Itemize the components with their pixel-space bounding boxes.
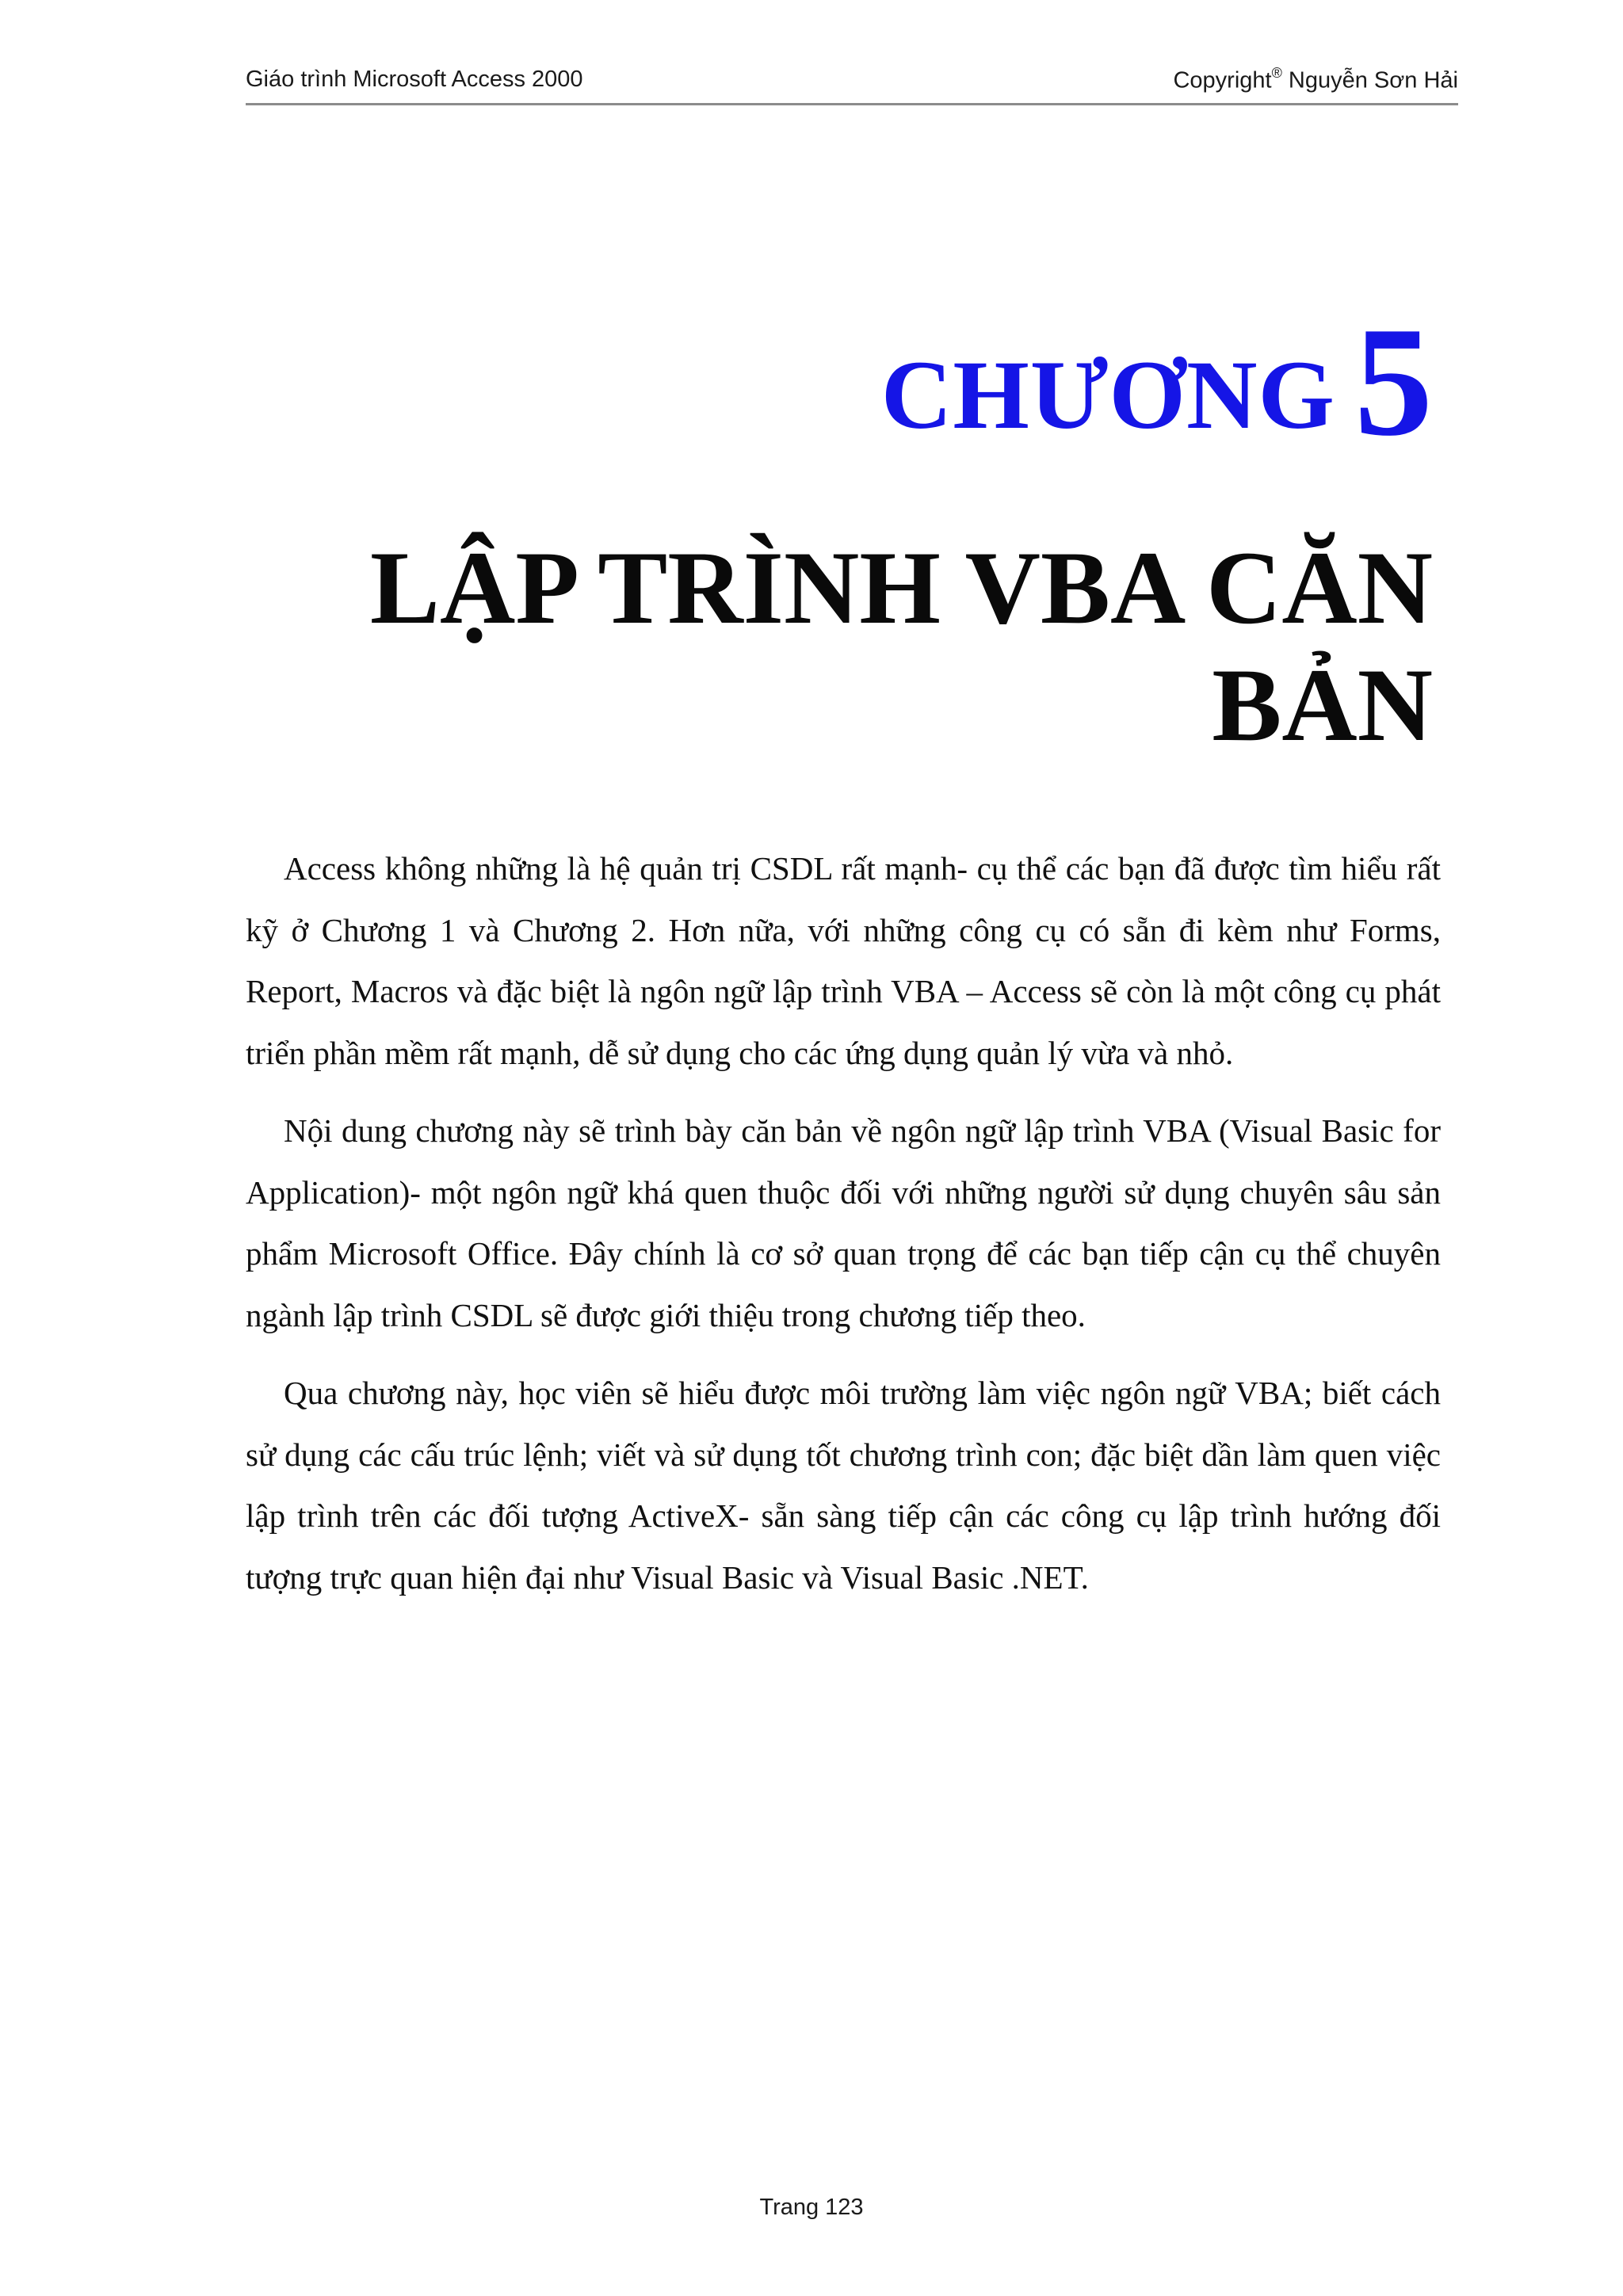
- page-number: Trang 123: [759, 2195, 864, 2220]
- registered-mark: ®: [1271, 65, 1282, 81]
- copyright-notice: [1173, 67, 1458, 94]
- paragraph-content: Nội dung chương này sẽ trình bày căn bản về ngôn ngữ lập trình VBA (Visual Basic for Application)- một ngôn ngữ khá quen thuộc đối với những người sử dụng chuyên sâu sản phẩm Microsoft Office. Đây chính là cơ sở quan trọng để các bạn tiếp cận cụ thể chuyên ngành lập trình CSDL sẽ được giới thiệu trong chương tiếp theo.: [246, 1112, 1441, 1333]
- chapter-word: CHƯƠNG: [880, 341, 1335, 449]
- paragraph-intro: Access không những là hệ quản trị CSDL rất mạnh- cụ thể các bạn đã được tìm hiểu rất kỹ ở Chương 1 và Chương 2. Hơn nữa, với những công cụ có sẵn đi kèm như Forms, Report, Macros và đặc biệt là ngôn ngữ lập trình VBA – Access sẽ còn là một công cụ phát triển phần mềm rất mạnh, dễ sử dụng cho các ứng dụng quản lý vừa và nhỏ.: [246, 850, 1441, 1071]
- page-header: [246, 62, 1458, 105]
- book-title: Giáo trình Microsoft Access 2000: [246, 67, 583, 92]
- chapter-heading: [880, 285, 1433, 468]
- chapter-number: 5: [1354, 295, 1433, 468]
- chapter-title-line-1: LẬP TRÌNH VBA CĂN: [369, 529, 1433, 646]
- paragraph-objectives: Qua chương này, học viên sẽ hiểu được môi trường làm việc ngôn ngữ VBA; biết cách sử dụng các cấu trúc lệnh; viết và sử dụng tốt chương trình con; đặc biệt dần làm quen việc lập trình trên các đối tượng ActiveX- sẵn sàng tiếp cận các công cụ lập trình hướng đối tượng trực quan hiện đại như Visual Basic và Visual Basic .NET.: [246, 1375, 1441, 1596]
- chapter-title-line-2: BẢN: [1212, 646, 1433, 763]
- chapter-title: [323, 529, 1433, 764]
- body-text: [246, 838, 1441, 1625]
- author-name: Nguyễn Sơn Hải: [1288, 67, 1458, 93]
- copyright-word: Copyright: [1173, 67, 1272, 93]
